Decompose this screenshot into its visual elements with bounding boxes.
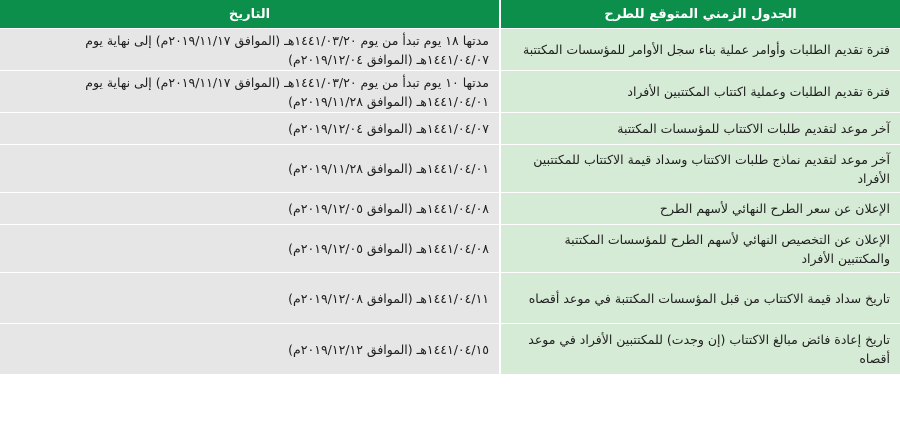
row-5-date: ١٤٤١/٠٤/٠٨هـ (الموافق ٢٠١٩/١٢/٠٥م)	[0, 193, 501, 225]
row-8-date: ١٤٤١/٠٤/١٥هـ (الموافق ٢٠١٩/١٢/١٢م)	[0, 324, 501, 375]
row-3-event: آخر موعد لتقديم طلبات الاكتتاب للمؤسسات المكتتبة	[501, 113, 900, 145]
header-date: التاريخ	[0, 0, 501, 29]
row-6-date: ١٤٤١/٠٤/٠٨هـ (الموافق ٢٠١٩/١٢/٠٥م)	[0, 225, 501, 273]
row-3-date: ١٤٤١/٠٤/٠٧هـ (الموافق ٢٠١٩/١٢/٠٤م)	[0, 113, 501, 145]
row-2-event: فترة تقديم الطلبات وعملية اكتتاب المكتتبين الأفراد	[501, 71, 900, 113]
row-7-date: ١٤٤١/٠٤/١١هـ (الموافق ٢٠١٩/١٢/٠٨م)	[0, 273, 501, 324]
row-2-date: مدتها ١٠ يوم تبدأ من يوم ١٤٤١/٠٣/٢٠هـ (الموافق ٢٠١٩/١١/١٧م) إلى نهاية يوم ١٤٤١/٠٤/٠١هـ (الموافق ٢٠١٩/١١/٢٨م)	[0, 71, 501, 113]
row-8-event: تاريخ إعادة فائض مبالغ الاكتتاب (إن وجدت) للمكتتبين الأفراد في موعد أقصاه	[501, 324, 900, 375]
row-1-date: مدتها ١٨ يوم تبدأ من يوم ١٤٤١/٠٣/٢٠هـ (الموافق ٢٠١٩/١١/١٧م) إلى نهاية يوم ١٤٤١/٠٤/٠٧هـ (الموافق ٢٠١٩/١٢/٠٤م)	[0, 29, 501, 71]
row-1-event: فترة تقديم الطلبات وأوامر عملية بناء سجل الأوامر للمؤسسات المكتتبة	[501, 29, 900, 71]
header-event: الجدول الزمني المتوقع للطرح	[501, 0, 900, 29]
row-6-event: الإعلان عن التخصيص النهائي لأسهم الطرح للمؤسسات المكتتبة والمكتتبين الأفراد	[501, 225, 900, 273]
row-4-date: ١٤٤١/٠٤/٠١هـ (الموافق ٢٠١٩/١١/٢٨م)	[0, 145, 501, 193]
row-7-event: تاريخ سداد قيمة الاكتتاب من قبل المؤسسات المكتتبة في موعد أقصاه	[501, 273, 900, 324]
row-5-event: الإعلان عن سعر الطرح النهائي لأسهم الطرح	[501, 193, 900, 225]
row-4-event: آخر موعد لتقديم نماذج طلبات الاكتتاب وسداد قيمة الاكتتاب للمكتتبين الأفراد	[501, 145, 900, 193]
